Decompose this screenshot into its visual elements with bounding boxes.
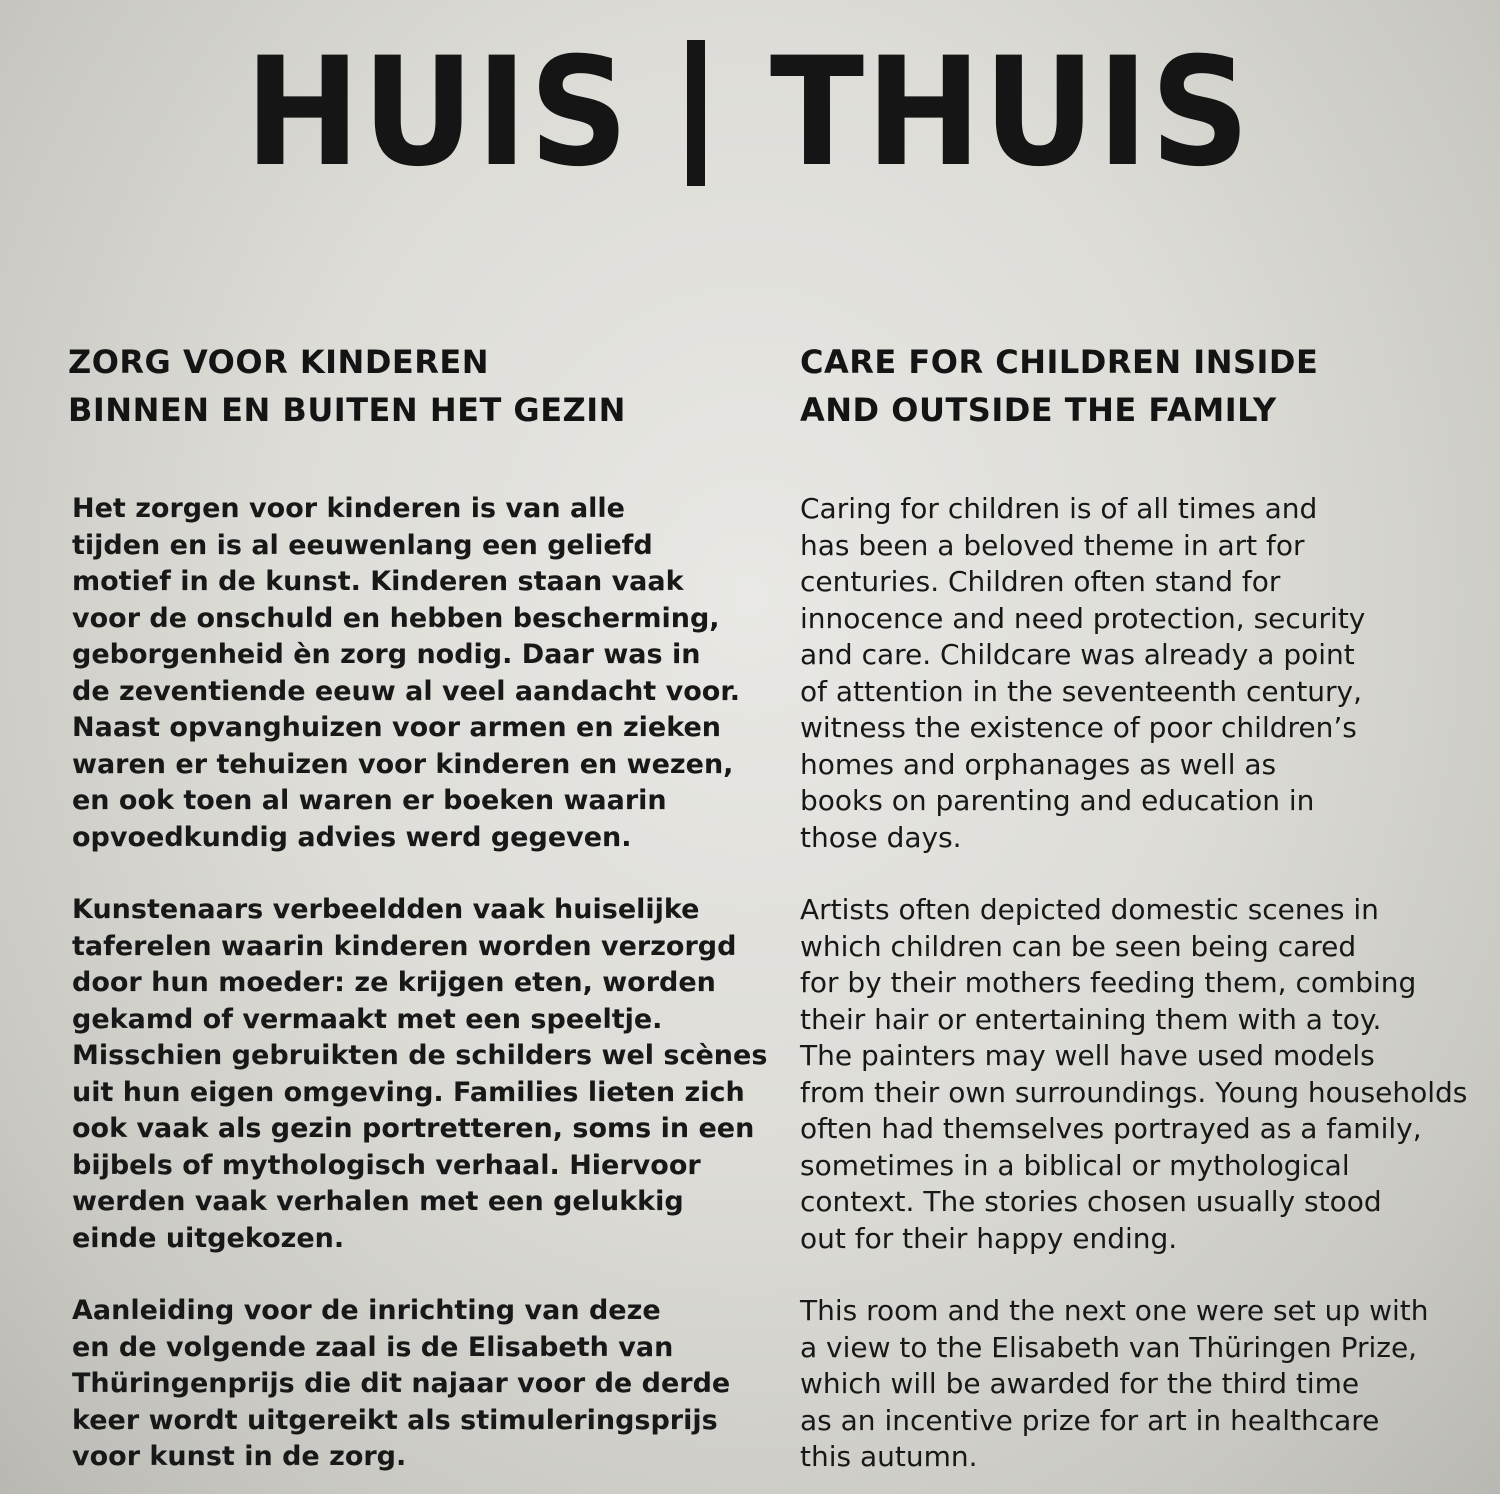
text-line: Aanleiding voor de inrichting van deze (72, 1295, 661, 1326)
english-heading-line: CARE FOR CHILDREN INSIDE (800, 343, 1319, 381)
text-line: ook vaak als gezin portretteren, soms in een (72, 1113, 755, 1144)
text-line: has been a beloved theme in art for (800, 528, 1305, 562)
text-line: innocence and need protection, security (800, 601, 1366, 635)
dutch-column (68, 338, 768, 1476)
text-line: waren er tehuizen voor kinderen en wezen, (72, 748, 734, 780)
english-paragraph-2 (800, 892, 1480, 1257)
dutch-paragraph-2 (68, 892, 768, 1257)
text-line: those days. (800, 820, 962, 854)
text-line: uit hun eigen omgeving. Families lieten zich (72, 1076, 745, 1108)
text-line: gekamd of vermaakt met een speeltje. (72, 1003, 663, 1035)
text-line: keer wordt uitgereikt als stimuleringsprijs (72, 1404, 718, 1436)
dutch-paragraph-3 (68, 1293, 748, 1476)
text-line: Misschien gebruikten de schilders wel scènes (72, 1040, 768, 1071)
dutch-heading-line: BINNEN EN BUITEN HET GEZIN (68, 391, 626, 429)
english-heading (800, 338, 1480, 434)
text-line: taferelen waarin kinderen worden verzorgd (72, 930, 737, 962)
text-line: Het zorgen voor kinderen is van alle (72, 493, 625, 524)
text-line: their hair or entertaining them with a toy. (800, 1002, 1382, 1036)
text-line: which children can be seen being cared (800, 929, 1357, 963)
text-line: werden vaak verhalen met een gelukkig (72, 1186, 684, 1217)
dutch-paragraph-1 (68, 491, 748, 856)
text-line: from their own surroundings. Young households (800, 1075, 1468, 1109)
text-line: door hun moeder: ze krijgen eten, worden (72, 967, 716, 998)
text-line: en ook toen al waren er boeken waarin (72, 785, 667, 816)
text-line: as an incentive prize for art in healthcare (800, 1403, 1380, 1437)
title-divider (687, 40, 705, 186)
english-body (800, 491, 1480, 1476)
text-line: einde uitgekozen. (72, 1222, 345, 1254)
text-line: books on parenting and education in (800, 784, 1315, 817)
english-column (800, 338, 1480, 1476)
text-line: witness the existence of poor children’s (800, 711, 1357, 744)
text-line: motief in de kunst. Kinderen staan vaak (72, 566, 684, 597)
english-heading-line: AND OUTSIDE THE FAMILY (800, 391, 1277, 429)
text-line: geborgenheid èn zorg nodig. Daar was in (72, 639, 701, 670)
text-line: Artists often depicted domestic scenes in (800, 893, 1379, 926)
text-line: voor kunst in de zorg. (72, 1441, 407, 1472)
text-line: which will be awarded for the third time (800, 1367, 1360, 1400)
text-line: bijbels of mythologisch verhaal. Hiervoor (72, 1149, 701, 1181)
title-word-thuis: THUIS (769, 26, 1252, 200)
text-line: a view to the Elisabeth van Thüringen Prize, (800, 1330, 1418, 1364)
text-line: and care. Childcare was already a point (800, 638, 1355, 671)
text-line: opvoedkundig advies werd gegeven. (72, 821, 632, 853)
text-line: of attention in the seventeenth century, (800, 674, 1363, 708)
text-line: this autumn. (800, 1440, 978, 1473)
text-line: often had themselves portrayed as a family, (800, 1112, 1422, 1145)
text-line: Naast opvanghuizen voor armen en zieken (72, 712, 722, 743)
panel-title (0, 28, 1500, 198)
text-line: Kunstenaars verbeeldden vaak huiselijke (72, 894, 700, 925)
text-line: context. The stories chosen usually stood (800, 1185, 1382, 1218)
text-line: centuries. Children often stand for (800, 565, 1281, 598)
text-line: The painters may well have used models (800, 1039, 1375, 1072)
english-paragraph-3 (800, 1293, 1480, 1476)
text-line: for by their mothers feeding them, combing (800, 966, 1417, 999)
text-line: homes and orphanages as well as (800, 747, 1277, 781)
text-line: This room and the next one were set up with (800, 1294, 1429, 1327)
text-line: tijden en is al eeuwenlang een geliefd (72, 529, 653, 561)
text-line: sometimes in a biblical or mythological (800, 1148, 1350, 1182)
text-line: Caring for children is of all times and (800, 492, 1318, 525)
title-word-huis: HUIS (244, 26, 631, 200)
dutch-body (68, 491, 768, 1476)
text-line: de zeventiende eeuw al veel aandacht voor. (72, 675, 741, 707)
text-line: en de volgende zaal is de Elisabeth van (72, 1331, 674, 1363)
text-line: Thüringenprijs die dit najaar voor de derde (72, 1368, 731, 1399)
dutch-heading-line: ZORG VOOR KINDEREN (68, 343, 490, 381)
dutch-heading (68, 338, 748, 434)
text-line: out for their happy ending. (800, 1221, 1178, 1255)
english-paragraph-1 (800, 491, 1480, 856)
text-line: voor de onschuld en hebben bescherming, (72, 602, 720, 634)
